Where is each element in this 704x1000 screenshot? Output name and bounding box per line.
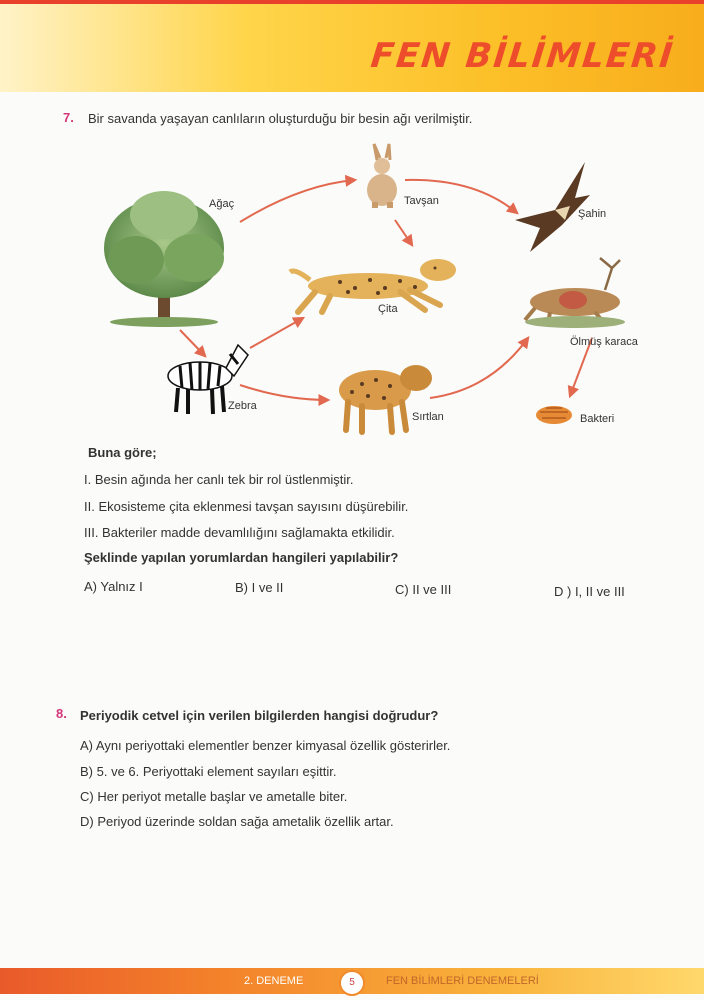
q7-lead: Buna göre; bbox=[88, 445, 157, 460]
q7-statement-2: II. Ekosisteme çita eklenmesi tavşan sayısını düşürebilir. bbox=[84, 499, 409, 514]
bacteria-icon bbox=[536, 406, 572, 424]
hawk-icon bbox=[515, 162, 590, 252]
arrow-rabbit-cheetah bbox=[395, 220, 412, 245]
q7-stem: Bir savanda yaşayan canlıların oluşturduğu bir besin ağı verilmiştir. bbox=[88, 111, 473, 126]
label-rabbit: Tavşan bbox=[404, 195, 439, 207]
arrow-tree-zebra bbox=[180, 330, 205, 356]
page-number: 5 bbox=[339, 970, 365, 996]
footer-exam-label: 2. DENEME bbox=[244, 975, 304, 987]
label-hawk: Şahin bbox=[578, 208, 607, 220]
tree-icon bbox=[104, 191, 224, 327]
q7-question: Şeklinde yapılan yorumlardan hangileri yapılabilir? bbox=[84, 550, 399, 565]
q7-statement-3: III. Bakteriler madde devamlılığını sağlamakta etkilidir. bbox=[84, 525, 395, 540]
q8-option-b[interactable]: B) 5. ve 6. Periyottaki element sayıları eşittir. bbox=[80, 764, 337, 779]
q8-option-a[interactable]: A) Aynı periyottaki elementler benzer kimyasal özellik gösterirler. bbox=[80, 738, 451, 753]
q8-stem: Periyodik cetvel için verilen bilgilerden hangisi doğrudur? bbox=[80, 708, 439, 723]
q8-option-d[interactable]: D) Periyod üzerinde soldan sağa ametalik özellik artar. bbox=[80, 814, 394, 829]
q7-number: 7. bbox=[63, 110, 74, 125]
q7-option-a[interactable]: A) Yalnız I bbox=[84, 579, 143, 594]
q7-option-c[interactable]: C) II ve III bbox=[395, 582, 452, 597]
label-cheetah: Çita bbox=[378, 303, 398, 315]
label-bacteria: Bakteri bbox=[580, 413, 615, 425]
page-title: FEN BİLİMLERİ bbox=[368, 36, 677, 76]
cheetah-icon bbox=[290, 259, 456, 312]
food-web-diagram bbox=[100, 140, 660, 440]
header-top-line bbox=[0, 0, 704, 4]
q7-statement-1: I. Besin ağında her canlı tek bir rol üstlenmiştir. bbox=[84, 472, 354, 487]
q7-option-b[interactable]: B) I ve II bbox=[235, 580, 284, 595]
label-hyena: Sırtlan bbox=[412, 411, 444, 423]
rabbit-icon bbox=[367, 144, 397, 208]
label-zebra: Zebra bbox=[228, 400, 257, 412]
label-tree: Ağaç bbox=[209, 198, 235, 210]
arrow-zebra-hyena bbox=[240, 385, 328, 400]
arrow-tree-rabbit bbox=[240, 180, 355, 222]
q8-option-c[interactable]: C) Her periyot metalle başlar ve ametalle biter. bbox=[80, 789, 348, 804]
footer-book-title: FEN BİLİMLERİ DENEMELERİ bbox=[386, 975, 539, 987]
q7-option-d[interactable]: D ) I, II ve III bbox=[554, 584, 625, 599]
arrow-hyena-deer bbox=[430, 338, 528, 398]
label-deer: Ölmüş karaca bbox=[570, 336, 638, 348]
q8-number: 8. bbox=[56, 706, 67, 721]
dead-deer-icon bbox=[525, 258, 625, 328]
arrow-zebra-cheetah bbox=[250, 318, 303, 348]
